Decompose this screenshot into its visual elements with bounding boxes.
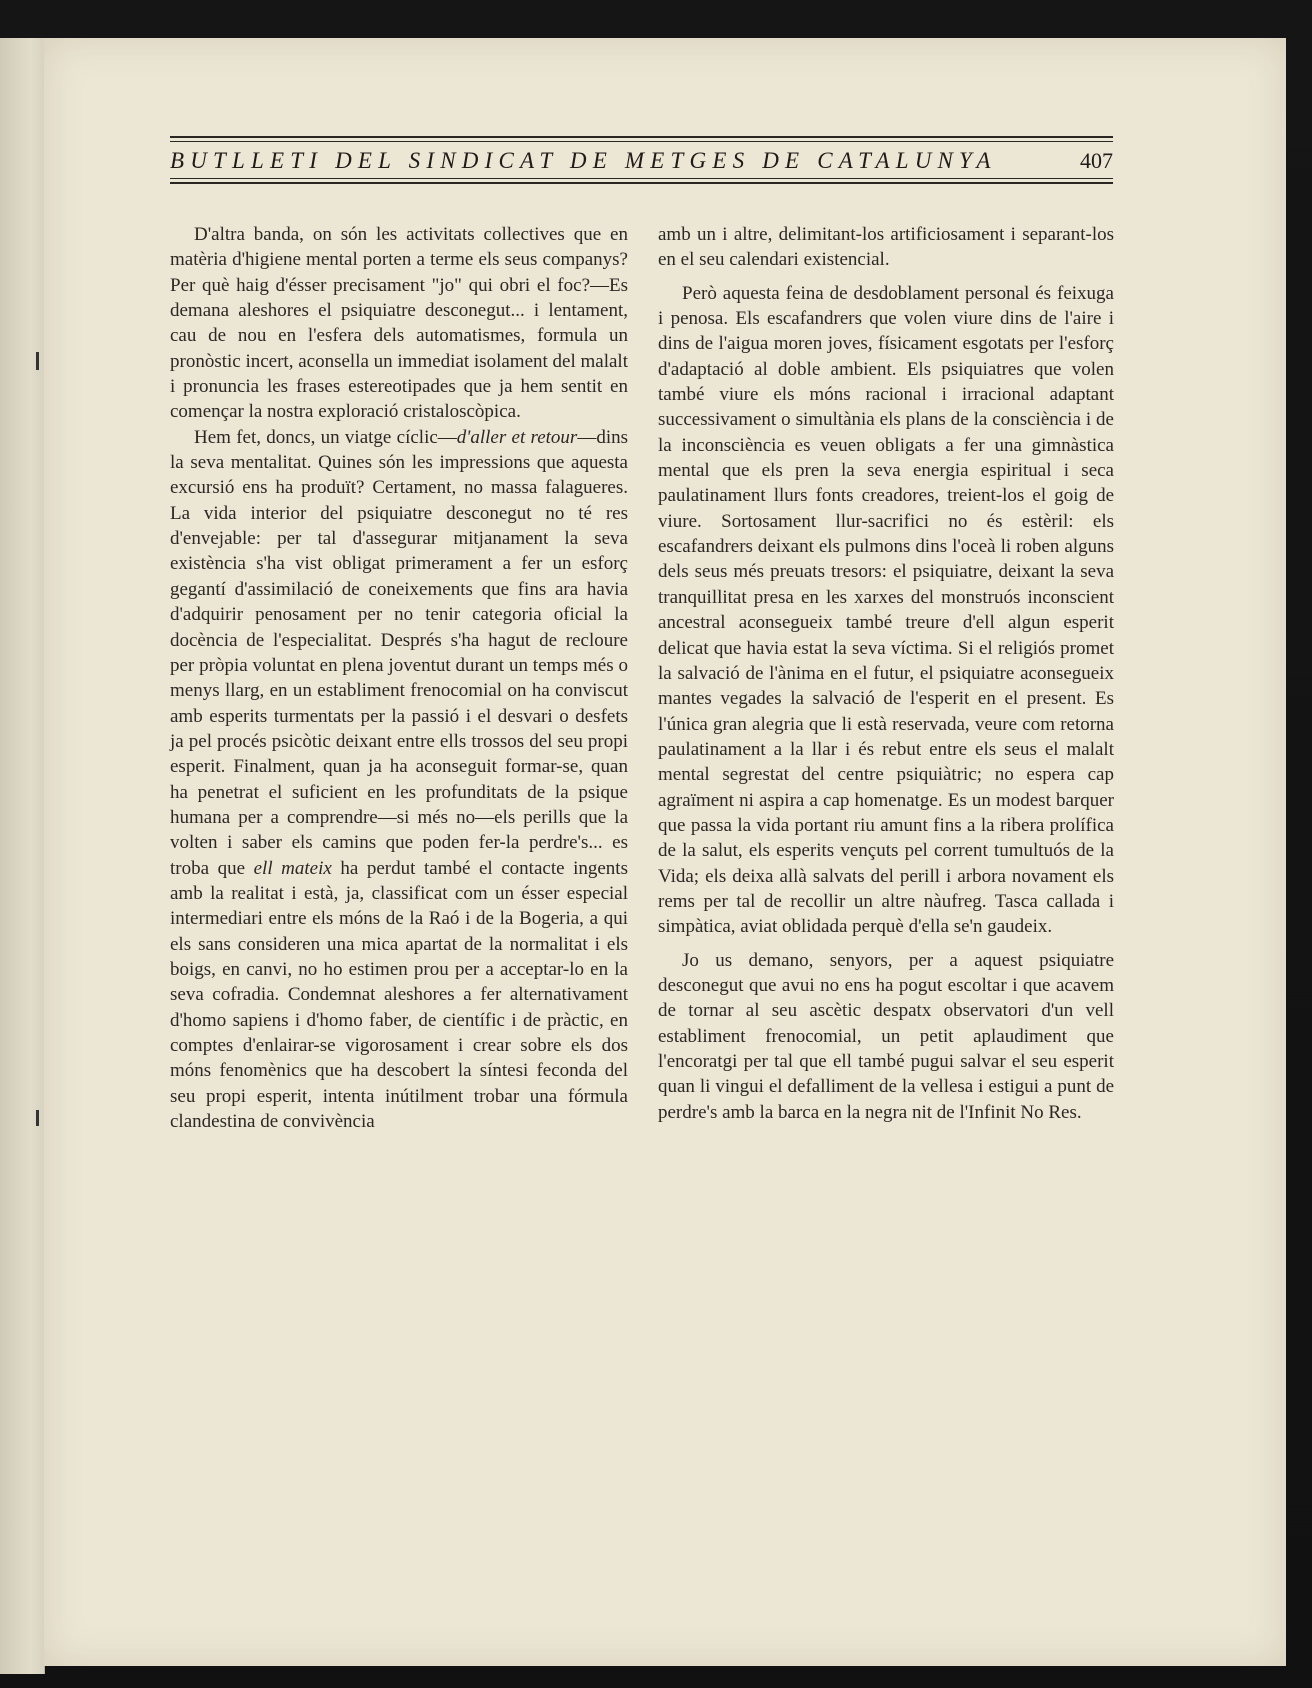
text-run: ha perdut també el contacte ingents amb la realitat i està, ja, classificat com un ésser especial intermediari entre els móns de la Raó i de la Bogeria, a qui els sans consideren una mica apartat de la normalitat i els boigs, en canvi, no ho estimen prou per a acceptar-lo en la seva cofradia. Condemnat aleshores a fer alternativament d'homo sapiens i d'homo faber, de científic i de pràctic, en comptes d'enlairar-se vigorosament i crear sobre els dos móns fenomènics que ha descobert la síntesi feconda del seu propi esperit, intenta inútilment trobar una fórmula clandestina de convivència (170, 857, 628, 1133)
header-rule-bottom-thin (170, 178, 1113, 179)
facing-page-edge (0, 38, 45, 1674)
text-column-right (658, 222, 1114, 1125)
paragraph (170, 425, 628, 1135)
page-number: 407 (1080, 148, 1113, 173)
italic-phrase: ell mateix (253, 857, 332, 879)
paragraph: Jo us demano, senyors, per a aquest psiquiatre desconegut que avui no ens ha pogut escoltar i que acavem de tornar al seu ascètic despatx observatori d'un vell establiment frenocomial, un petit aplaudiment que l'encoratgi per tal que ell també pugui salvar el seu esperit quan li vingui el defalliment de la vellesa i estigui a punt de perdre's amb la barca en la negra nit de l'Infinit No Res. (658, 949, 1114, 1123)
paragraph: Però aquesta feina de desdoblament personal és feixuga i penosa. Els escafandrers que volen viure dins de l'aire i dins de l'aigua moren joves, físicament esgotats per l'esforç d'adaptació al doble ambient. Els psiquiatres que volen també viure els móns racional i irracional adaptant successivament o simultània els plans de la consciència i de la inconsciència es veuen obligats a fer una gimnàstica mental que els pren la seva energia espiritual i seca paulatinament llurs fonts creadores, treient-los el goig de viure. Sortosament llur-sacrifici no és estèril: els escafandrers deixant els pulmons dins l'oceà li roben alguns dels seus més preuats tresors: el psiquiatre, deixant la seva tranquillitat presa en les xarxes del monstruós inconscient ancestral aconsegueix també treure d'ell algun esperit delicat que havia estat la seva víctima. Si el religiós promet la salvació de l'ànima en el futur, el psiquiatre aconsegueix mantes vegades la salvació de l'esperit en el present. Es l'única gran alegria que li està reservada, veure com retorna paulatinament a la llar i és rebut entre els seus el malalt mental segrestat del centre psiquiàtric; no espera cap agraïment ni aspira a cap homenatge. Es un modest barquer que passa la vida portant riu amunt fins a la ribera prolífica de la salut, els esperits vençuts pel corrent tumultuós de la Vida; els deixa allà salvats del perill i arbora novament els rems per tal de recollir un altre nàufreg. Tasca callada i simpàtica, aviat oblidada perquè d'ella se'n gaudeix. (658, 282, 1114, 938)
text-column-left (170, 222, 628, 1134)
paragraph: amb un i altre, delimitant-los artificiosament i separant-los en el seu calendari existencial. (658, 224, 1114, 271)
running-title: BUTLLETI DEL SINDICAT DE METGES DE CATALUNYA (170, 148, 997, 173)
text-run: —dins la seva mentalitat. Quines són les impressions que aquesta excursió ens ha produït? Certament, no massa falagueres. La vida interior del psiquiatre desconegut no té res d'envejable: per tal d'assegurar mitjanament la seva existència s'ha vist obligat primerament a fer un esforç gegantí d'assimilació de coneixements que fins ara havia d'adquirir penosament per no tenir categoria oficial la docència de l'especialitat. Després s'ha hagut de recloure per pròpia voluntat en plena joventut durant un temps més o menys llarg, en un establiment frenocomial on ha conviscut amb esperits turmentats per la passió i el desvari o desfets ja pel procés psicòtic deixant entre ells trossos del seu propi esperit. Finalment, quan ja ha aconseguit formar-se, quan ha penetrat el suficient en les profunditats de la psique humana per a comprendre—si més no—els perills que la volten i saber els camins que poden fer-la perdre's... es troba que (170, 426, 628, 879)
text-run: Hem fet, doncs, un viatge cíclic— (194, 426, 457, 448)
running-header (170, 130, 1113, 190)
header-rule-bottom (170, 182, 1113, 184)
paragraph: D'altra banda, on són les activitats collectives que en matèria d'higiene mental porten a terme els seus companys? Per què haig d'ésser precisament "jo" qui obri el foc?—Es demana aleshores el psiquiatre desconegut... i lentament, cau de nou en l'esfera dels automatismes, formula un pronòstic incert, aconsella un immediat isolament del malalt i pronuncia les frases estereotipades que ja hem sentit en començar la nostra exploració cristaloscòpica. (170, 224, 628, 423)
italic-phrase: d'aller et retour (456, 426, 578, 448)
header-rule-top-thin (170, 141, 1113, 142)
margin-mark (36, 1110, 39, 1126)
margin-mark (36, 352, 39, 370)
header-rule-top (170, 136, 1113, 138)
